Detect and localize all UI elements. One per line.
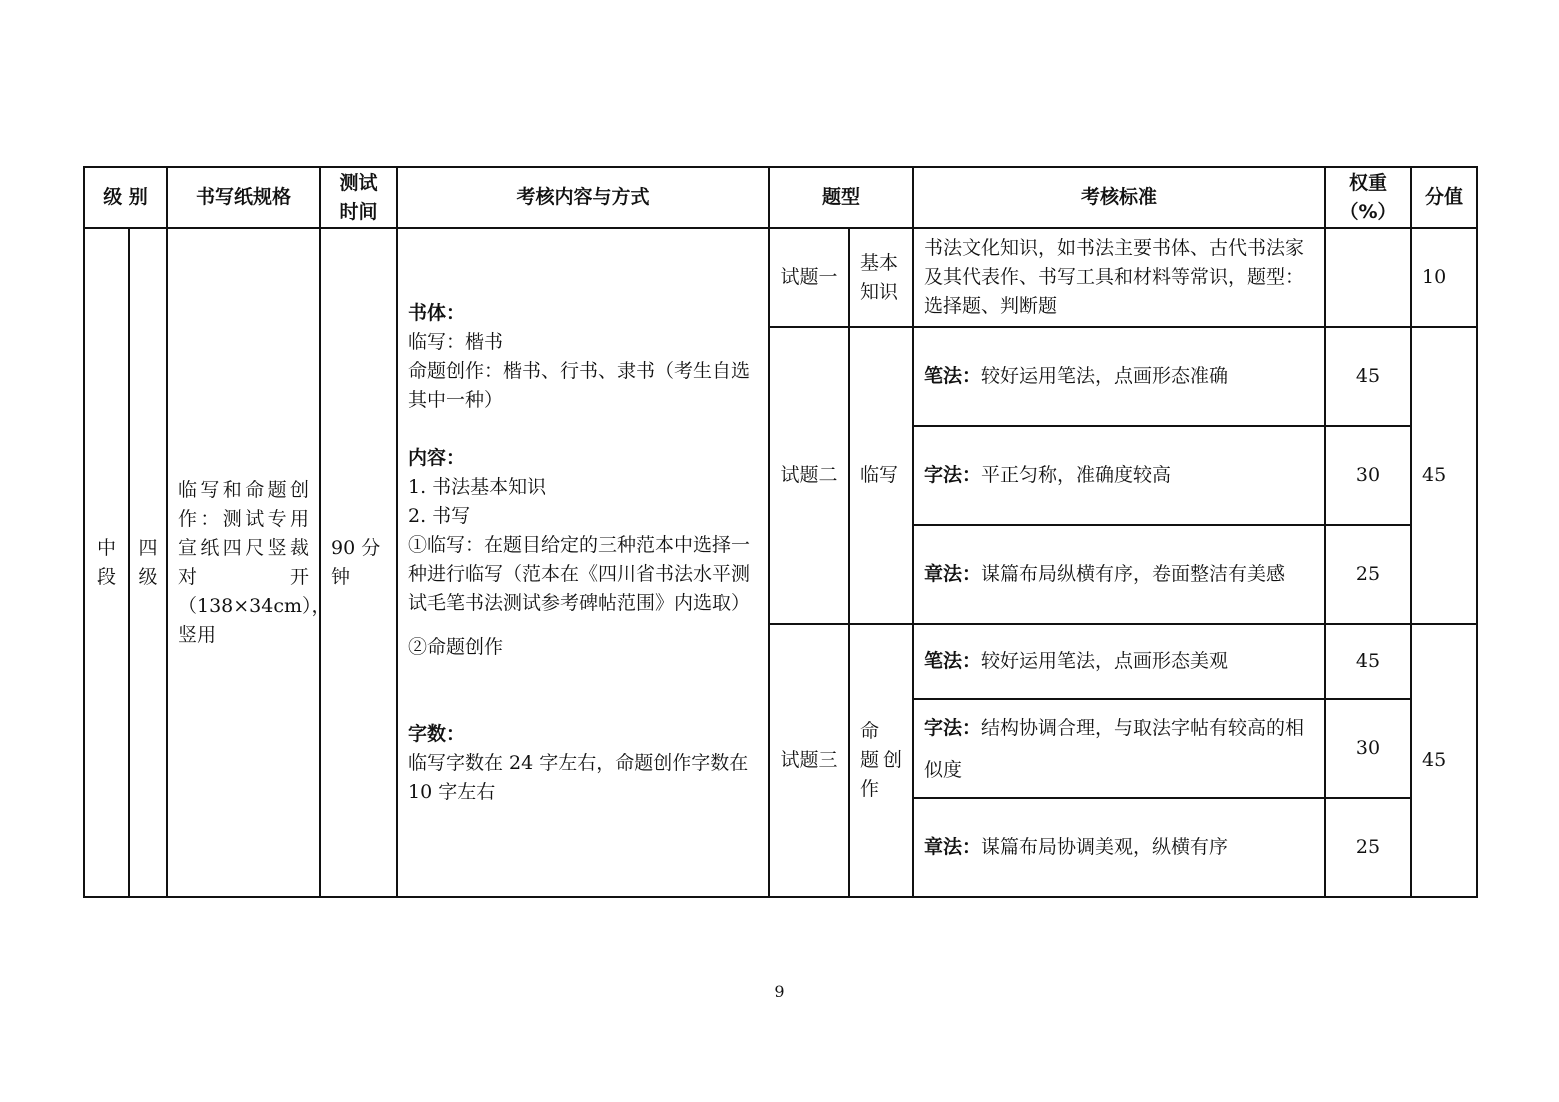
header-content: 考核内容与方式 [397,167,769,228]
paper-spec-cell: 临写和命题创作：测试专用宣纸四尺竖裁对开（138×34cm），竖用 [167,228,320,897]
q3-criterion-2: 字法：结构协调合理，与取法字帖有较高的相似度 [913,699,1325,798]
q1-standard: 书法文化知识，如书法主要书体、古代书法家及其代表作、书写工具和材料等常识，题型：选择题、判断题 [913,228,1325,327]
q2-criterion-2: 字法：平正匀称，准确度较高 [913,426,1325,525]
q1-score: 10 [1411,228,1477,327]
q2-weight-3: 25 [1325,525,1411,624]
content-item-2: 2. 书写 [408,505,471,527]
q3-weight-1: 45 [1325,624,1411,699]
count-label: 字数： [408,723,466,745]
font-create: 命题创作：楷书、行书、隶书（考生自选其中一种） [408,360,751,411]
page-number: 9 [774,982,785,1001]
content-item-2b: ②命题创作 [408,636,504,658]
header-standard: 考核标准 [913,167,1325,228]
content-cell [397,228,769,897]
time-cell: 90 分钟 [320,228,397,897]
q3-weight-2: 30 [1325,699,1411,798]
q1-name: 试题一 [769,228,849,327]
header-weight: 权重 （%） [1325,167,1411,228]
q1-row [84,228,1477,327]
q2-name: 试题二 [769,327,849,624]
q2-weight-1: 45 [1325,327,1411,426]
header-score: 分值 [1411,167,1477,228]
q1-type: 基本知识 [849,228,913,327]
q2-criterion-3: 章法：谋篇布局纵横有序，卷面整洁有美感 [913,525,1325,624]
header-paper: 书写纸规格 [167,167,320,228]
q3-score: 45 [1411,624,1477,897]
content-item-2a: ①临写：在题目给定的三种范本中选择一种进行临写（范本在《四川省书法水平测试毛笔书法测试参考碑帖范围》内选取） [408,534,751,614]
font-label: 书体： [408,302,466,324]
header-time: 测试 时间 [320,167,397,228]
q3-criterion-1: 笔法：较好运用笔法，点画形态美观 [913,624,1325,699]
q3-type: 命 题创作 [849,624,913,897]
header-row [84,167,1477,228]
q2-weight-2: 30 [1325,426,1411,525]
q2-type: 临写 [849,327,913,624]
q3-criterion-3: 章法：谋篇布局协调美观，纵横有序 [913,798,1325,897]
q3-name: 试题三 [769,624,849,897]
content-item-1: 1. 书法基本知识 [408,476,547,498]
q2-criterion-1: 笔法：较好运用笔法，点画形态准确 [913,327,1325,426]
font-copy: 临写：楷书 [408,331,504,353]
header-level: 级 别 [84,167,167,228]
q3-weight-3: 25 [1325,798,1411,897]
level-b-cell: 四级 [129,228,167,897]
assessment-table [83,166,1478,898]
q2-score: 45 [1411,327,1477,624]
level-a-cell: 中段 [84,228,129,897]
content-label: 内容： [408,447,466,469]
header-type: 题型 [769,167,913,228]
q1-weight [1325,228,1411,327]
count-text: 临写字数在 24 字左右，命题创作字数在 10 字左右 [408,752,749,803]
